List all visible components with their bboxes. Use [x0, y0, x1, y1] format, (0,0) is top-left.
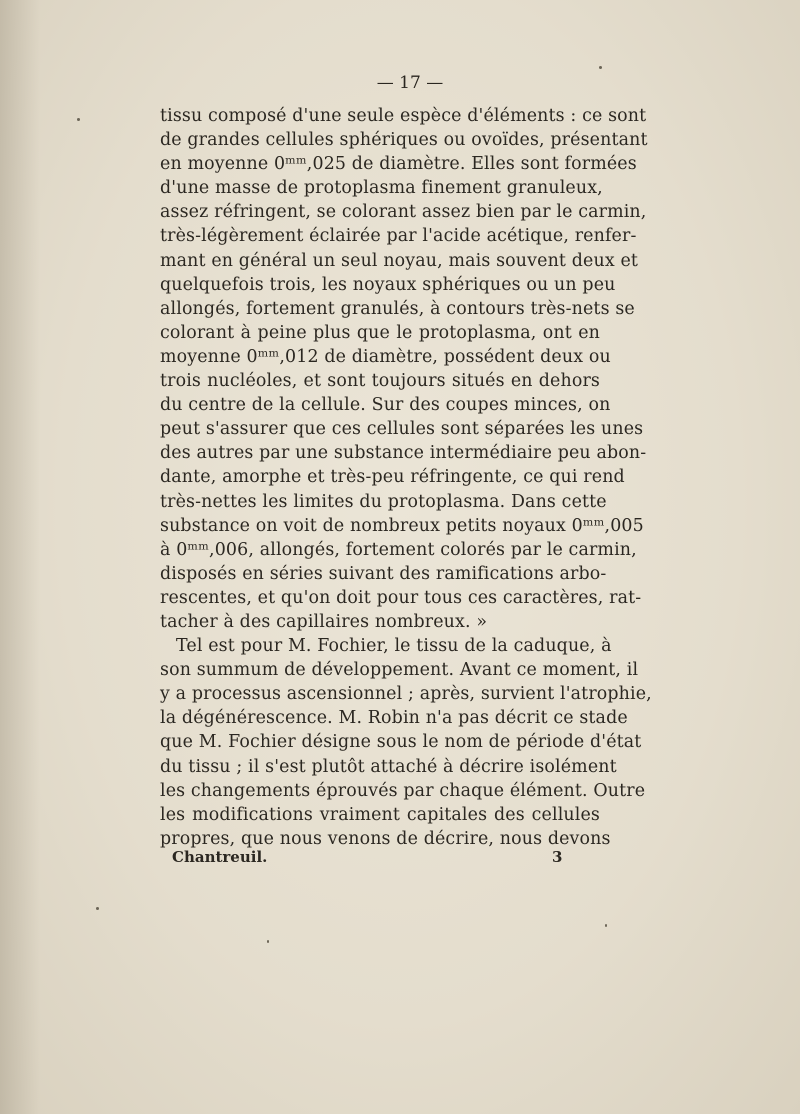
text-line: très-nettes les limites du protoplasma. Dans cette	[160, 491, 607, 512]
body-text	[160, 104, 652, 851]
text-line: les modifications vraiment capitales des cellules	[160, 804, 600, 825]
text-line: propres, que nous venons de décrire, nous devons	[160, 828, 611, 849]
text-line: la dégénérescence. M. Robin n'a pas décrit ce stade	[160, 708, 628, 729]
text-line: quelquefois trois, les noyaux sphériques ou un peu	[160, 274, 616, 295]
text-line: du tissu ; il s'est plutôt attaché à décrire isolément	[160, 756, 617, 777]
text-line: disposés en séries suivant des ramifications arbo-	[160, 563, 607, 584]
paper-speck	[77, 118, 80, 121]
text-line: très-légèrement éclairée par l'acide acétique, renfer-	[160, 226, 637, 247]
page-spine-shadow	[0, 0, 40, 1114]
text-line: en moyenne 0ᵐᵐ,025 de diamètre. Elles sont formées	[160, 154, 637, 175]
paper-speck	[267, 940, 269, 943]
text-line: Tel est pour M. Fochier, le tissu de la caduque, à	[176, 636, 612, 657]
text-line: d'une masse de protoplasma finement granuleux,	[160, 178, 603, 199]
text-line: colorant à peine plus que le protoplasma, ont en	[160, 322, 600, 343]
paper-speck	[599, 66, 602, 69]
text-line: les changements éprouvés par chaque élément. Outre	[160, 780, 646, 801]
footer-author: Chantreuil.	[172, 848, 268, 866]
text-line: du centre de la cellule. Sur des coupes minces, on	[160, 395, 611, 416]
page-footer	[172, 848, 572, 872]
text-line: peut s'assurer que ces cellules sont séparées les unes	[160, 419, 644, 440]
paper-speck	[605, 924, 607, 927]
text-line: à 0ᵐᵐ,006, allongés, fortement colorés par le carmin,	[160, 539, 637, 560]
text-line: assez réfringent, se colorant assez bien par le carmin,	[160, 202, 647, 223]
text-line: moyenne 0ᵐᵐ,012 de diamètre, possédent deux ou	[160, 346, 611, 367]
text-line: rescentes, et qu'on doit pour tous ces caractères, rat-	[160, 587, 642, 608]
paper-speck	[96, 907, 99, 910]
text-line: allongés, fortement granulés, à contours très-nets se	[160, 298, 635, 319]
text-line: dante, amorphe et très-peu réfringente, ce qui rend	[160, 467, 625, 488]
text-line: trois nucléoles, et sont toujours situés en dehors	[160, 371, 600, 392]
page-number: — 17 —	[376, 73, 444, 93]
text-line: que M. Fochier désigne sous le nom de période d'état	[160, 732, 642, 753]
text-line: mant en général un seul noyau, mais souvent deux et	[160, 250, 639, 271]
text-line: des autres par une substance intermédiaire peu abon-	[160, 443, 647, 464]
text-line: de grandes cellules sphériques ou ovoïdes, présentant	[160, 130, 648, 151]
text-line: y a processus ascensionnel ; après, survient l'atrophie,	[160, 684, 652, 705]
text-line: tacher à des capillaires nombreux. »	[160, 611, 488, 632]
text-line: tissu composé d'une seule espèce d'éléments : ce sont	[160, 106, 647, 126]
text-line: son summum de développement. Avant ce moment, il	[160, 660, 639, 681]
footer-signature-mark: 3	[552, 848, 563, 866]
text-line: substance on voit de nombreux petits noyaux 0ᵐᵐ,005	[160, 515, 644, 536]
